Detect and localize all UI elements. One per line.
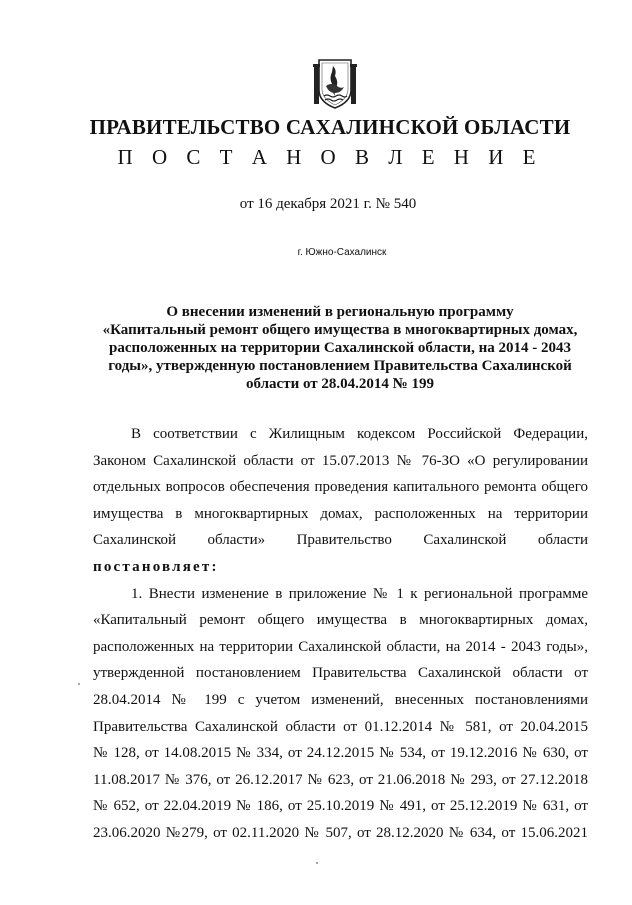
body-line: утвержденной постановлением Правительства Сахалинской области от <box>93 665 588 682</box>
city-name: г. Южно-Сахалинск <box>297 247 387 258</box>
body-line: № 652, от 22.04.2019 № 186, от 25.10.2019 № 491, от 25.12.2019 № 631, от <box>93 798 588 815</box>
body-line: Правительства Сахалинской области от 01.12.2014 № 581, от 20.04.2015 <box>93 718 588 735</box>
government-name: ПРАВИТЕЛЬСТВО САХАЛИНСКОЙ ОБЛАСТИ <box>89 115 571 139</box>
body-line: 28.04.2014 № 199 с учетом изменений, внесенных постановлениями <box>93 691 588 708</box>
title-line: области от 28.04.2014 № 199 <box>246 376 434 392</box>
scan-speck <box>316 862 318 864</box>
decree-title <box>90 303 590 393</box>
body-line: 1. Внести изменение в приложение № 1 к региональной программе <box>131 585 588 602</box>
body-line: расположенных на территории Сахалинской области, на 2014 - 2043 годы», <box>93 638 588 655</box>
body-line: «Капитальный ремонт общего имущества в многоквартирных домах, <box>93 612 588 629</box>
title-line: «Капитальный ремонт общего имущества в многоквартирных домах, <box>102 322 578 338</box>
body-line: отдельных вопросов обеспечения проведения капитального ремонта общего <box>93 479 588 496</box>
decree-date-number: от 16 декабря 2021 г. № 540 <box>239 196 417 212</box>
title-line: годы», утвержденную постановлением Правительства Сахалинской <box>108 358 572 374</box>
decree-verb: постановляет: <box>93 558 219 575</box>
body-line: Сахалинской области» Правительство Сахалинской области <box>93 532 588 549</box>
title-line: расположенных на территории Сахалинской области, на 2014 - 2043 <box>109 340 571 356</box>
scan-speck <box>78 683 80 685</box>
title-line: О внесении изменений в региональную программу <box>166 304 514 320</box>
body-line: имущества в многоквартирных домах, расположенных на территории <box>93 505 588 522</box>
body-line: В соответствии с Жилищным кодексом Российской Федерации, <box>131 426 588 442</box>
coat-of-arms-icon <box>313 56 357 110</box>
body-line: Законом Сахалинской области от 15.07.2013 № 76-ЗО «О регулировании <box>93 452 588 469</box>
body-line: 23.06.2020 №279, от 02.11.2020 № 507, от 28.12.2020 № 634, от 15.06.2021 <box>93 824 588 841</box>
decree-body <box>93 421 588 847</box>
body-line: 11.08.2017 № 376, от 26.12.2017 № 623, от 21.06.2018 № 293, от 27.12.2018 <box>93 771 588 788</box>
document-type: П О С Т А Н О В Л Е Н И Е <box>117 145 543 169</box>
body-line: № 128, от 14.08.2015 № 334, от 24.12.2015 № 534, от 19.12.2016 № 630, от <box>93 745 588 762</box>
